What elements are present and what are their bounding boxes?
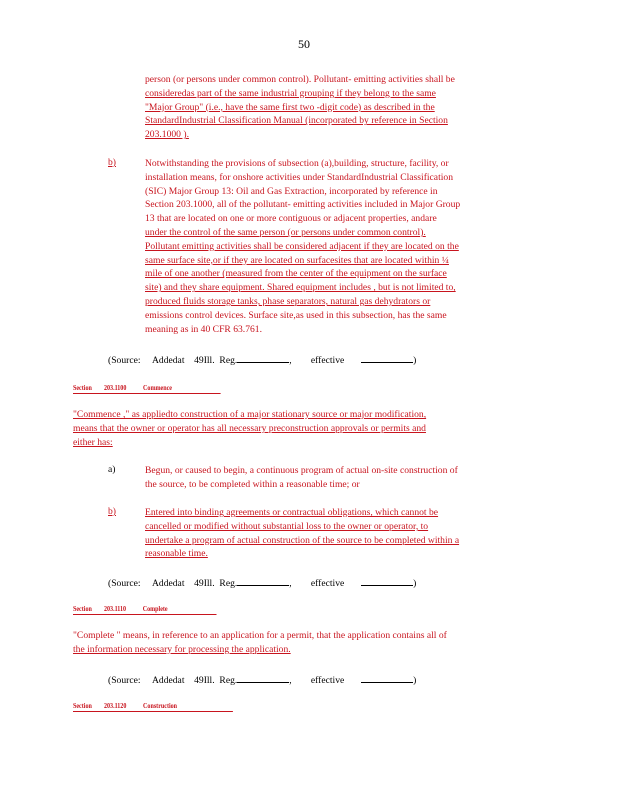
section-label: Section xyxy=(73,701,92,710)
source-note xyxy=(108,575,416,589)
text-line: "Complete " means, in reference to an application for a permit, that the application contains all of xyxy=(73,630,447,641)
source-note xyxy=(108,352,416,366)
section-number: 203.1110 xyxy=(103,604,127,613)
reg-blank xyxy=(237,672,289,683)
source-label: (Source: xyxy=(108,675,141,686)
text-line: Begun, or caused to begin, a continuous program of actual on-site construction of xyxy=(145,465,458,476)
text-line: StandardIndustrial Classification Manual (incorporated by reference in Section xyxy=(145,115,448,127)
section-title: Construction xyxy=(143,701,178,710)
text-line: cancelled or modified without substantial loss to the owner or operator, to xyxy=(145,520,429,532)
complete-definition xyxy=(73,629,543,657)
item-label-a: a) xyxy=(108,464,116,475)
ill-label: 49Ill. xyxy=(194,675,215,686)
text-line: 13 that are located on one or more contiguous or adjacent properties, andare xyxy=(145,213,437,225)
reg-label: Reg. xyxy=(219,355,238,366)
section-label: Section xyxy=(73,383,92,392)
section-label: Section xyxy=(73,604,92,613)
text-line: the information necessary for processing the application. xyxy=(73,643,291,655)
text-line: consideredas part of the same industrial grouping if they belong to the same xyxy=(145,87,436,99)
source-label: (Source: xyxy=(108,355,141,366)
comma: , xyxy=(289,355,292,366)
text-line: same surface site,or if they are located on surfacesites that are located within ¼ xyxy=(145,254,449,266)
text-line: produced fluids storage tanks, phase separators, natural gas dehydrators or xyxy=(145,295,431,307)
text-line: means that the owner or operator has all necessary preconstruction approvals or permits and xyxy=(73,422,426,434)
text-line: "Major Group" (i.e., have the same first two -digit code) as described in the xyxy=(145,101,435,113)
reg-label: Reg. xyxy=(219,578,238,589)
section-title: Complete xyxy=(142,604,168,613)
source-label: (Source: xyxy=(108,578,141,589)
effective-label: effective xyxy=(310,675,345,686)
text-line: Entered into binding agreements or contractual obligations, which cannot be xyxy=(145,507,439,518)
page-number: 50 xyxy=(298,37,310,51)
text-line: (SIC) Major Group 13: Oil and Gas Extraction, incorporated by reference in xyxy=(145,185,438,197)
comma: , xyxy=(289,578,292,589)
text-line: Section 203.1000, all of the pollutant- emitting activities included in Major Group xyxy=(145,199,461,211)
text-line: Notwithstanding the provisions of subsection (a),building, structure, facility, or xyxy=(145,158,449,169)
continuation-paragraph xyxy=(145,73,535,142)
text-line: person (or persons under common control). Pollutant- emitting activities shall be xyxy=(145,74,455,85)
section-header-complete xyxy=(73,604,217,615)
item-b-paragraph xyxy=(145,157,540,336)
section-header-construction xyxy=(73,701,233,712)
close-paren: ) xyxy=(413,355,417,366)
commence-definition xyxy=(73,408,543,449)
text-line: site) and they share equipment. Shared equipment includes , but is not limited to, xyxy=(145,282,456,294)
effective-blank xyxy=(361,575,413,586)
section-number: 203.1100 xyxy=(103,383,127,392)
added-label: Addedat xyxy=(151,578,185,589)
ill-label: 49Ill. xyxy=(194,578,215,589)
effective-label: effective xyxy=(310,578,345,589)
close-paren: ) xyxy=(413,578,417,589)
text-line: under the control of the same person (or persons under common control). xyxy=(145,226,426,238)
commence-item-b xyxy=(145,506,543,561)
added-label: Addedat xyxy=(151,355,185,366)
text-line: 203.1000 ). xyxy=(145,129,189,141)
reg-blank xyxy=(237,352,289,363)
close-paren: ) xyxy=(413,675,417,686)
item-label-b: b) xyxy=(108,157,116,168)
effective-label: effective xyxy=(310,355,345,366)
effective-blank xyxy=(361,352,413,363)
effective-blank xyxy=(361,672,413,683)
text-line: mile of one another (measured from the center of the equipment on the surface xyxy=(145,268,447,280)
item-label-b2: b) xyxy=(108,506,116,517)
ill-label: 49Ill. xyxy=(194,355,215,366)
source-note xyxy=(108,672,416,686)
commence-item-a xyxy=(145,464,540,492)
reg-label: Reg. xyxy=(219,675,238,686)
comma: , xyxy=(289,675,292,686)
added-label: Addedat xyxy=(151,675,185,686)
text-line: Pollutant emitting activities shall be considered adjacent if they are located on the xyxy=(145,240,459,252)
text-line: the source, to be completed within a reasonable time; or xyxy=(145,478,360,490)
section-title: Commence xyxy=(143,383,172,392)
reg-blank xyxy=(237,575,289,586)
text-line: "Commence ," as appliedto construction of a major stationary source or major modification, xyxy=(73,409,427,420)
text-line: reasonable time. xyxy=(145,548,208,560)
section-number: 203.1120 xyxy=(103,701,127,710)
text-line: undertake a program of actual construction of the source to be completed within a xyxy=(145,534,460,546)
text-line: either has: xyxy=(73,436,113,448)
text-line: installation means, for onshore activities under StandardIndustrial Classification xyxy=(145,171,453,183)
text-line: emissions control devices. Surface site,as used in this subsection, has the same xyxy=(145,309,447,321)
section-header-commence xyxy=(73,383,221,394)
text-line: meaning as in 40 CFR 63.761. xyxy=(145,323,262,335)
